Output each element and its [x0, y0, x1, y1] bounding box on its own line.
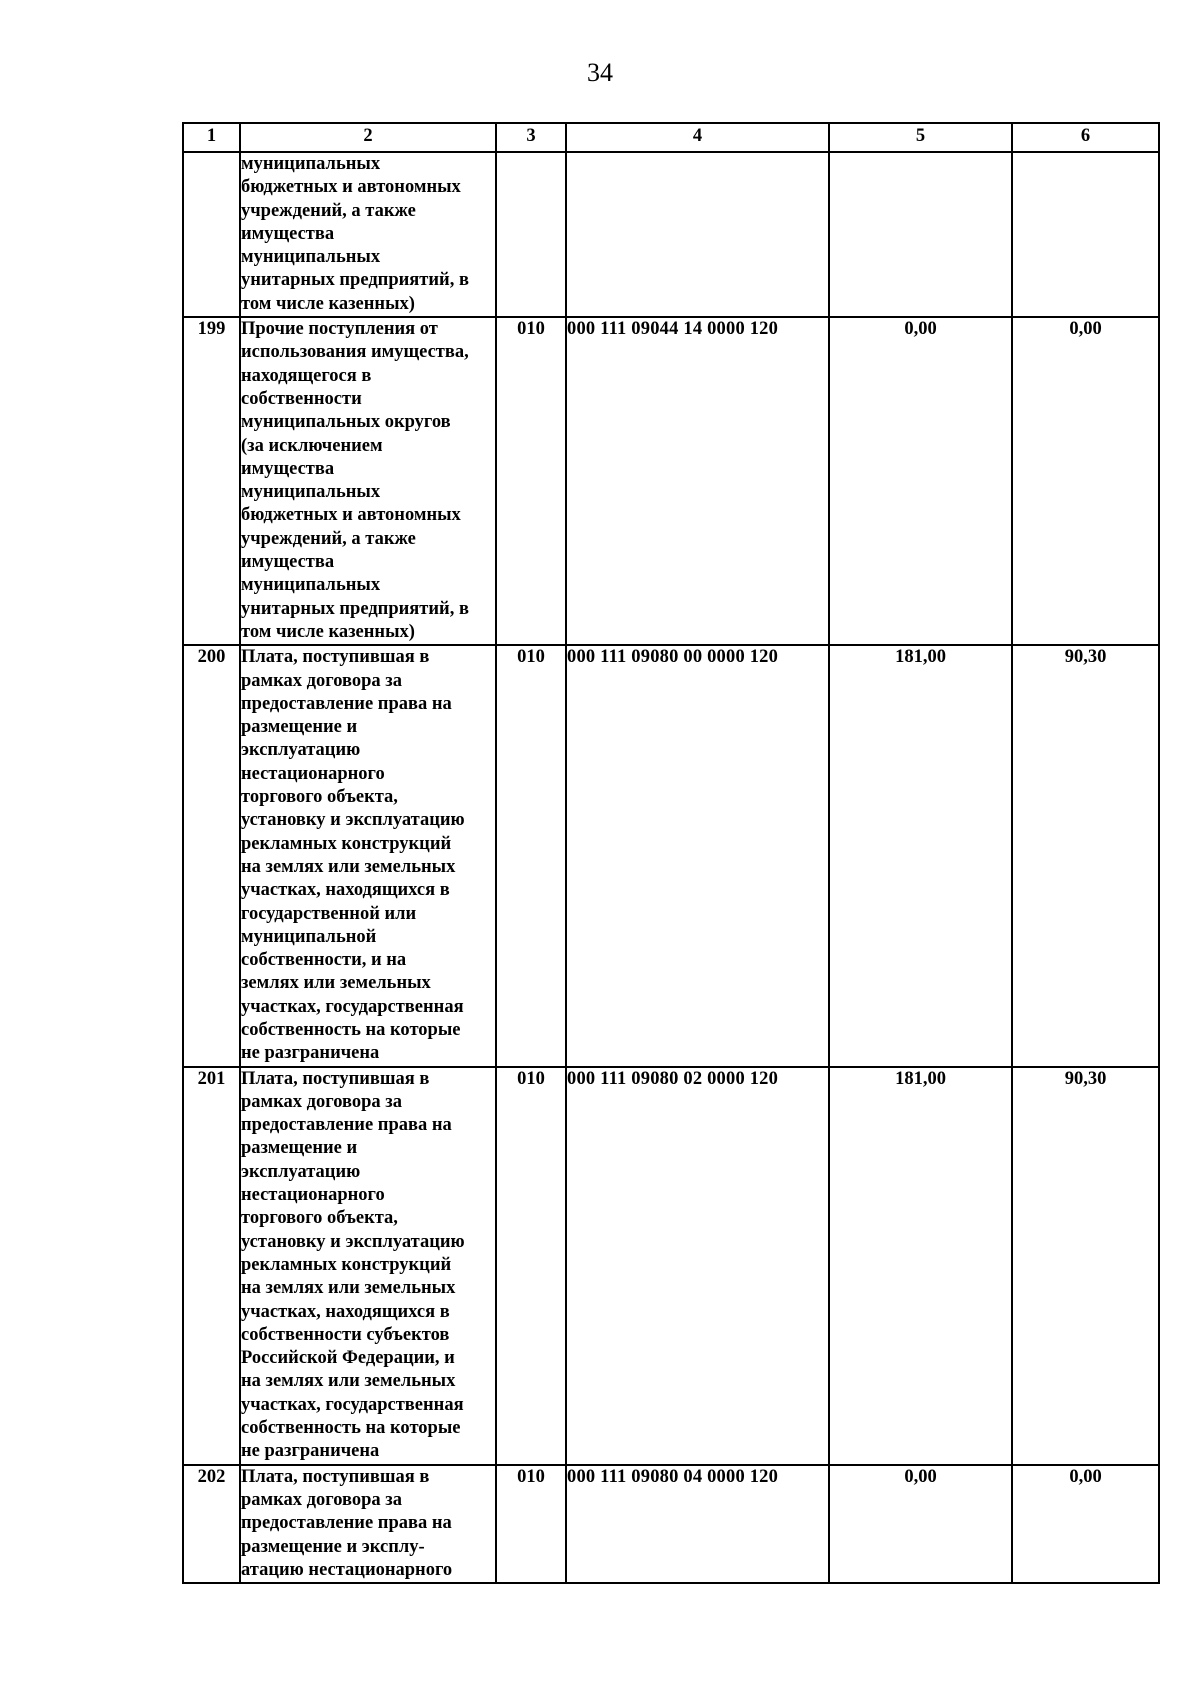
revenue-description [240, 645, 496, 1066]
description-line: установку и эксплуатацию [241, 1231, 465, 1252]
description-line: предоставление права на [241, 1513, 452, 1534]
revenue-description [240, 1067, 496, 1465]
description-line: унитарных предприятий, в [241, 598, 469, 619]
budget-revenue-table [182, 122, 1160, 1584]
budget-classification-code: 000 111 09080 02 0000 120 [566, 1067, 829, 1465]
admin-code: 010 [496, 1465, 566, 1583]
admin-code: 010 [496, 1067, 566, 1465]
description-line: рамках договора за [241, 670, 402, 691]
header-col-4: 4 [566, 123, 829, 152]
description-line: предоставление права на [241, 1115, 452, 1136]
description-line: собственности, и на [241, 950, 407, 971]
description-line: эксплуатацию [241, 1161, 361, 1182]
description-line: не разграничена [241, 1043, 380, 1064]
description-line: учреждений, а также [241, 528, 416, 549]
row-number: 200 [183, 645, 240, 1066]
description-line: установку и эксплуатацию [241, 810, 465, 831]
budget-classification-code [566, 152, 829, 317]
description-line: Прочие поступления от [241, 319, 438, 340]
description-line: учреждений, а также [241, 200, 416, 221]
description-line: торгового объекта, [241, 787, 398, 808]
description-line: собственности [241, 388, 362, 409]
actual-amount [1012, 152, 1159, 317]
description-line: муниципальных [241, 482, 381, 503]
header-col-1: 1 [183, 123, 240, 152]
table-header-row [183, 123, 1159, 152]
admin-code: 010 [496, 645, 566, 1066]
description-line: бюджетных и автономных [241, 177, 461, 198]
description-line: муниципальных [241, 154, 381, 174]
plan-amount [829, 152, 1012, 317]
description-line: нестационарного [241, 763, 385, 784]
description-line: предоставление права на [241, 693, 452, 714]
description-line: размещение и [241, 717, 358, 738]
description-line: находящегося в [241, 365, 372, 386]
admin-code: 010 [496, 317, 566, 645]
description-line: собственности субъектов [241, 1324, 450, 1345]
description-line: участках, находящихся в [241, 1301, 450, 1322]
description-line: участках, государственная [241, 1394, 464, 1415]
description-line: имущества [241, 458, 335, 479]
table-row [183, 1067, 1159, 1465]
table-row [183, 317, 1159, 645]
actual-amount: 0,00 [1012, 1465, 1159, 1583]
table-row [183, 152, 1159, 317]
description-line: Плата, поступившая в [241, 1068, 430, 1089]
description-line: на землях или земельных [241, 856, 456, 877]
description-line: участках, государственная [241, 996, 464, 1017]
description-line: муниципальных [241, 247, 381, 268]
plan-amount: 181,00 [829, 645, 1012, 1066]
description-line: рекламных конструкций [241, 833, 452, 854]
description-line: рекламных конструкций [241, 1254, 452, 1275]
description-line: эксплуатацию [241, 740, 361, 761]
description-line: размещение и [241, 1138, 358, 1159]
description-line: использования имущества, [241, 342, 469, 363]
description-line: муниципальных округов [241, 412, 451, 433]
description-line: рамках договора за [241, 1091, 402, 1112]
budget-classification-code: 000 111 09044 14 0000 120 [566, 317, 829, 645]
row-number [183, 152, 240, 317]
description-line: государственной или [241, 903, 417, 924]
description-line: Плата, поступившая в [241, 1466, 430, 1487]
header-col-2: 2 [240, 123, 496, 152]
actual-amount: 90,30 [1012, 645, 1159, 1066]
budget-classification-code: 000 111 09080 00 0000 120 [566, 645, 829, 1066]
description-line: размещение и эксплу- [241, 1536, 425, 1557]
description-line: (за исключением [241, 435, 383, 456]
revenue-description [240, 317, 496, 645]
row-number: 202 [183, 1465, 240, 1583]
revenue-description [240, 1465, 496, 1583]
table-row [183, 645, 1159, 1066]
description-line: торгового объекта, [241, 1208, 398, 1229]
admin-code [496, 152, 566, 317]
description-line: собственность на которые [241, 1418, 461, 1439]
row-number: 199 [183, 317, 240, 645]
description-line: на землях или земельных [241, 1278, 456, 1299]
plan-amount: 0,00 [829, 317, 1012, 645]
description-line: имущества [241, 552, 335, 573]
description-line: Российской Федерации, и [241, 1348, 455, 1369]
description-line: собственность на которые [241, 1019, 461, 1040]
description-line: атацию нестационарного [241, 1559, 453, 1580]
description-line: том числе казенных) [241, 293, 415, 314]
description-line: имущества [241, 223, 335, 244]
description-line: нестационарного [241, 1185, 385, 1206]
actual-amount: 0,00 [1012, 317, 1159, 645]
table-row [183, 1465, 1159, 1583]
row-number: 201 [183, 1067, 240, 1465]
description-line: рамках договора за [241, 1489, 402, 1510]
header-col-6: 6 [1012, 123, 1159, 152]
description-line: муниципальной [241, 926, 377, 947]
header-col-5: 5 [829, 123, 1012, 152]
description-line: землях или земельных [241, 973, 431, 994]
page-number: 34 [587, 58, 613, 87]
plan-amount: 181,00 [829, 1067, 1012, 1465]
description-line: не разграничена [241, 1441, 380, 1462]
description-line: Плата, поступившая в [241, 647, 430, 668]
description-line: муниципальных [241, 575, 381, 596]
plan-amount: 0,00 [829, 1465, 1012, 1583]
description-line: том числе казенных) [241, 621, 415, 642]
actual-amount: 90,30 [1012, 1067, 1159, 1465]
description-line: на землях или земельных [241, 1371, 456, 1392]
description-line: участках, находящихся в [241, 880, 450, 901]
revenue-description [240, 152, 496, 317]
description-line: унитарных предприятий, в [241, 270, 469, 291]
header-col-3: 3 [496, 123, 566, 152]
description-line: бюджетных и автономных [241, 505, 461, 526]
budget-classification-code: 000 111 09080 04 0000 120 [566, 1465, 829, 1583]
